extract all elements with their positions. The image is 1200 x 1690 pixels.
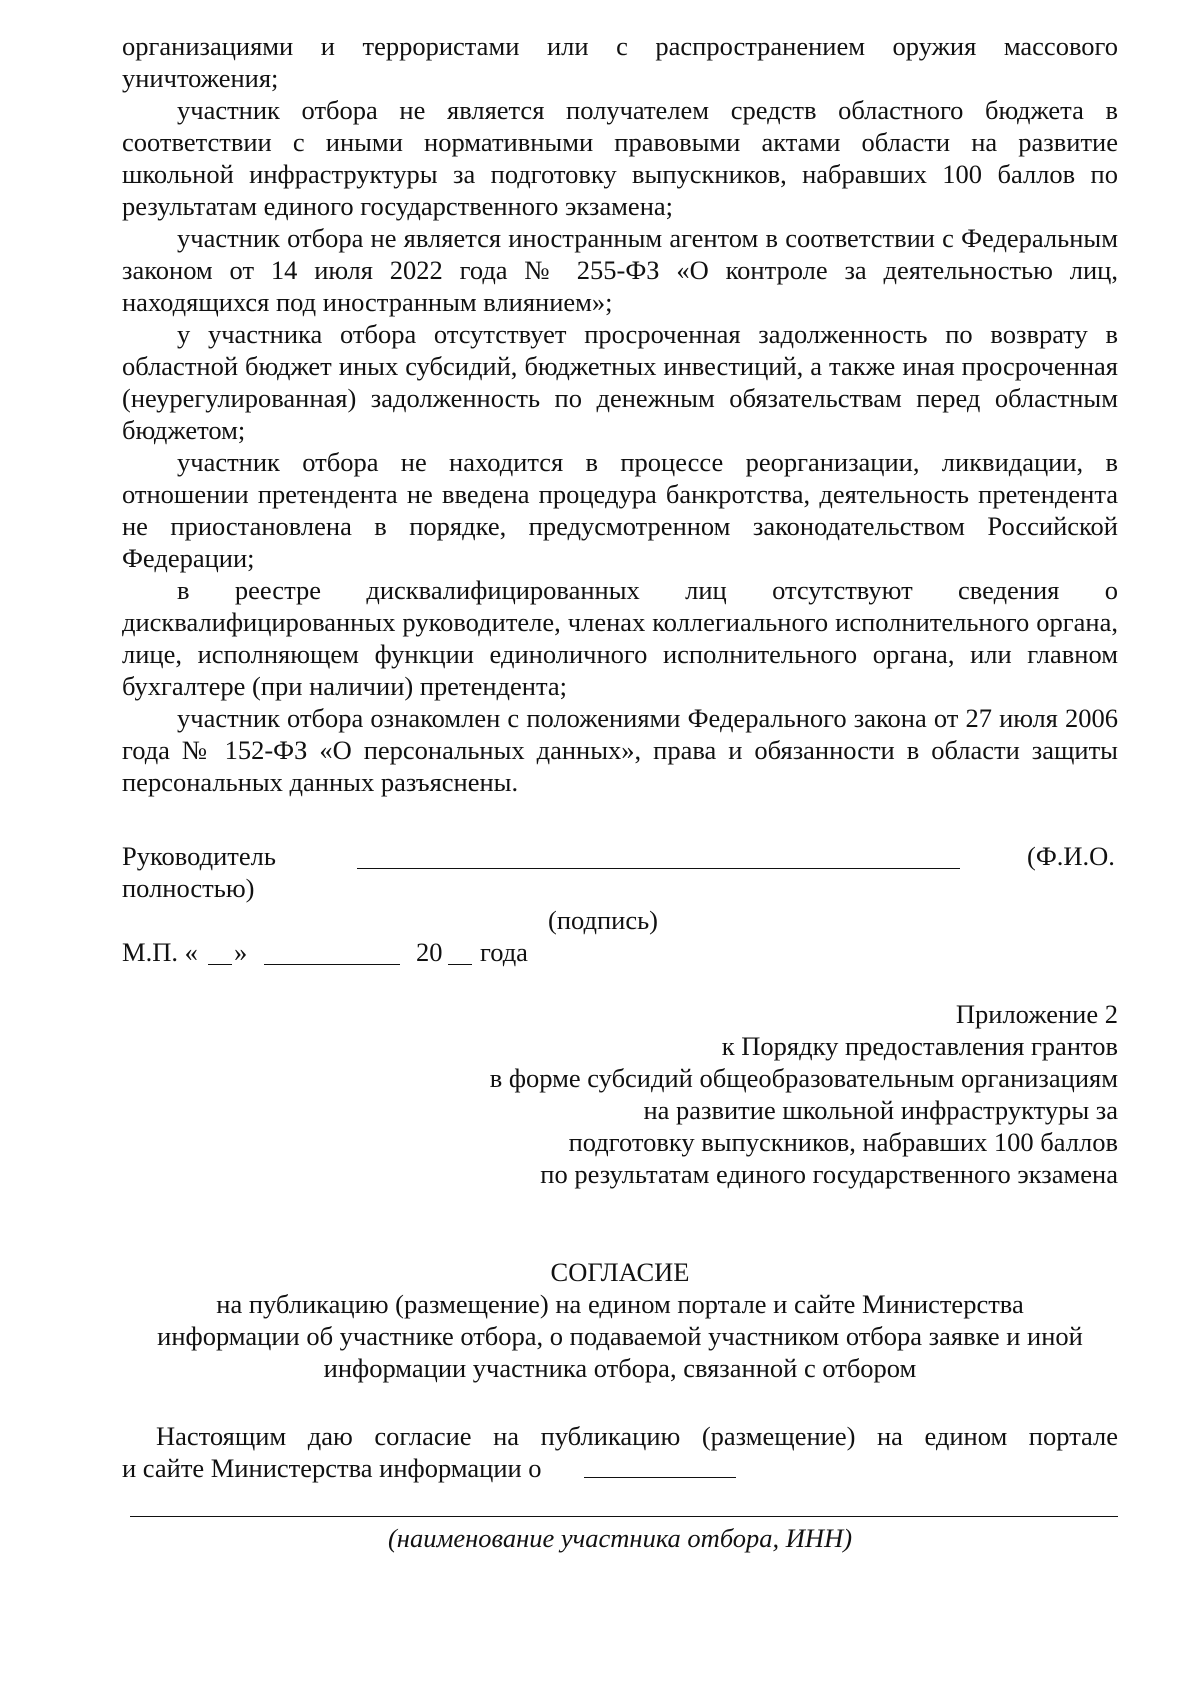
appendix-header: [418, 998, 1118, 1190]
consent-body-line2-text: и сайте Министерства информации о: [122, 1453, 542, 1483]
paragraph-continuation-line1: организациями и террористами или с распространением оружия массового: [122, 31, 1118, 61]
paragraph-not-foreign-agent: участник отбора не является иностранным агентом в соответствии с Федеральным законом от 14 июля 2022 года № 255-ФЗ «О контроле за деятельностью лиц, находящихся под иностранным влиянием»;: [122, 223, 1118, 317]
signature-caption: (подпись): [548, 905, 659, 935]
appendix-line: на развитие школьной инфраструктуры за: [643, 1095, 1118, 1125]
paragraph-continuation-line2: уничтожения;: [122, 63, 279, 93]
paragraph-no-disqualification: в реестре дисквалифицированных лиц отсутствуют сведения о дисквалифицированных руководителе, членах коллегиального исполнительного органа, лице, исполняющем функции единоличного исполнительного органа, или главном бухгалтере (при наличии) претендента;: [122, 575, 1118, 701]
paragraph-no-reorganization: участник отбора не находится в процессе реорганизации, ликвидации, в отношении претендента не введена процедура банкротства, деятельность претендента не приостановлена в порядке, предусмотренном законодательством Российской Федерации;: [122, 447, 1118, 573]
fio-label: (Ф.И.О.: [1027, 841, 1115, 871]
consent-body: [122, 1420, 1118, 1484]
consent-subtitle-line: информации об участнике отбора, о подаваемой участником отбора заявке и иной: [157, 1321, 1083, 1351]
mp-quote-close: »: [234, 937, 248, 967]
appendix-line: по результатам единого государственного экзамена: [540, 1159, 1118, 1189]
consent-body-line2: [122, 1452, 1118, 1484]
consent-title: СОГЛАСИЕ: [550, 1257, 690, 1287]
appendix-line: в форме субсидий общеобразовательным организациям: [489, 1063, 1118, 1093]
appendix-line: подготовку выпускников, набравших 100 баллов: [568, 1127, 1118, 1157]
appendix-line: к Порядку предоставления грантов: [721, 1031, 1118, 1061]
fio-label-continued: полностью): [122, 873, 255, 903]
consent-blank-line: [584, 1477, 736, 1478]
year-blank-line: [448, 964, 472, 965]
participant-name-caption: (наименование участника отбора, ИНН): [387, 1523, 853, 1553]
appendix-line: Приложение 2: [955, 999, 1118, 1029]
consent-subtitle-line: информации участника отбора, связанной с отбором: [323, 1353, 917, 1383]
signature-line: [357, 868, 960, 869]
participant-name-line: [130, 1516, 1118, 1517]
head-label: Руководитель: [122, 841, 276, 871]
day-blank-line: [208, 964, 232, 965]
paragraph-not-budget-recipient: участник отбора не является получателем средств областного бюджета в соответствии с иными нормативными правовыми актами области на развитие школьной инфраструктуры за подготовку выпускников, набравших 100 баллов по результатам единого государственного экзамена;: [122, 95, 1118, 221]
month-blank-line: [264, 964, 400, 965]
consent-body-line1: Настоящим даю согласие на публикацию (размещение) на едином портале: [156, 1421, 1118, 1451]
requirements-list: [122, 30, 1118, 798]
mp-prefix: М.П. «: [122, 937, 198, 967]
consent-subtitle: [122, 1288, 1118, 1384]
paragraph-personal-data: участник отбора ознакомлен с положениями Федерального закона от 27 июля 2006 года № 152-ФЗ «О персональных данных», права и обязанности в области защиты персональных данных разъяснены.: [122, 703, 1118, 797]
year-suffix: года: [480, 937, 528, 967]
consent-subtitle-line: на публикацию (размещение) на едином портале и сайте Министерства: [216, 1289, 1024, 1319]
paragraph-no-overdue-debt: у участника отбора отсутствует просроченная задолженность по возврату в областной бюджет иных субсидий, бюджетных инвестиций, а также иная просроченная (неурегулированная) задолженность по денежным обязательствам перед областным бюджетом;: [122, 319, 1118, 445]
year-prefix: 20: [416, 937, 443, 967]
